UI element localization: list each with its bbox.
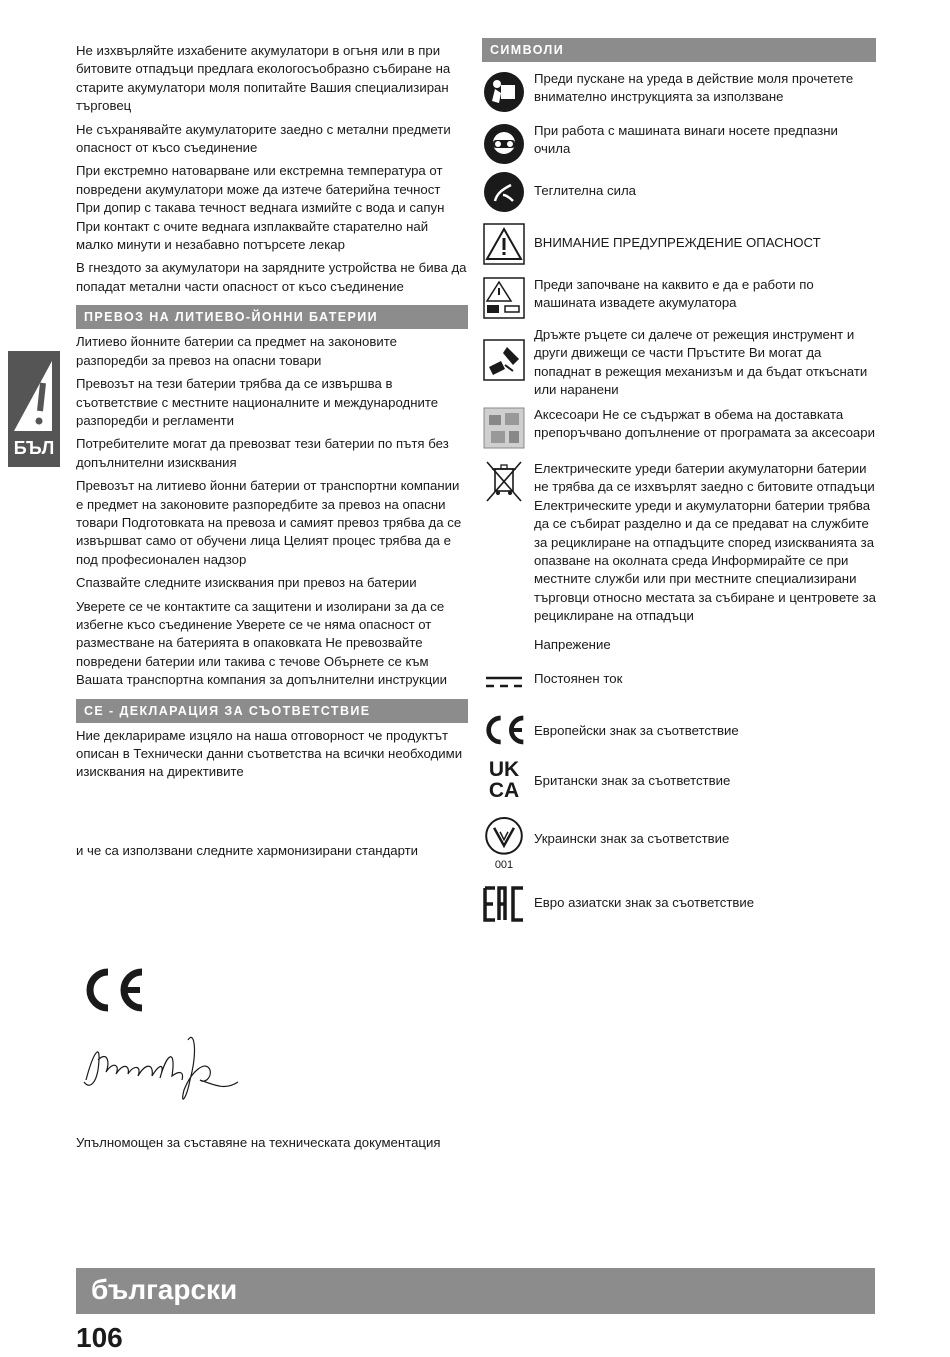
symbol-dc [482,670,876,704]
symbol-warning [482,222,876,272]
ce-declaration-paragraph: Ние декларираме изцяло на наша отговорност че продуктът описан в Технически данни съответства на всички необходими изисквания на директивите [76,727,463,780]
warning-exclamation-icon [12,359,56,433]
transport-paragraph-2: Превозът на тези батерии трябва да се извършва в съответствие с местните националните и международните разпоредби и регламенти [76,376,439,428]
symbol-voltage-text: Напрежение [534,637,611,652]
symbol-ce [482,708,876,752]
symbol-accessories-text: Аксесоари Не се съдържат в обема на доставката препоръчвано допълнение от програмата за аксесоари [534,407,875,441]
battery-storage-paragraph: Не съхранявайте акумулаторите заедно с метални предмети опасност от късо съединение [76,121,451,156]
charger-slot-paragraph: В гнездото за акумулатори на зарядните устройства не бива да попадат метални части опасност от късо съединение [76,260,467,294]
standards-paragraph: и че са използвани следните хармонизирани стандарти [76,842,419,858]
symbols-heading: СИМВОЛИ [482,38,876,62]
transport-paragraph-5: Спазвайте следните изисквания при превоз на батерии [76,575,417,591]
accessories-icon [482,406,526,450]
symbol-remove-battery [482,276,876,326]
symbol-read-text: Преди пускане на уреда в действие моля прочетете внимателно инструкцията за използване [534,71,854,105]
symbol-goggles-text: При работа с машината винаги носете предпазни очила [534,123,838,157]
ua-mark-icon [482,816,526,874]
symbol-warning-text: ВНИМАНИЕ ПРЕДУПРЕЖДЕНИЕ ОПАСНОСТ [534,235,821,250]
symbol-eac [482,882,876,926]
ukca-mark-icon [482,758,526,802]
symbol-goggles [482,122,876,168]
transport-paragraph-1: Литиево йонните батерии са предмет на законовите разпоредби за превоз на опасни товари [76,334,397,368]
ce-declaration-heading: CE - ДЕКЛАРАЦИЯ ЗА СЪОТВЕТСТВИЕ [76,699,468,723]
battery-leak-paragraph: При екстремно натоварване или екстремна температура от повредени акумулатори може да изтече батерийна течност При допир с такава течност веднага измийте с вода и сапун При контакт с очите веднага изплаквайте старателно най малко минути и незабавно потърсете лекар [76,163,445,253]
remove-battery-icon [482,276,526,320]
language-side-tab [8,351,60,467]
transport-heading: ПРЕВОЗ НА ЛИТИЕВО-ЙОННИ БАТЕРИИ [76,305,468,329]
language-tab-label: БЪЛ [13,438,55,458]
page-number: 106 [76,1322,123,1353]
symbol-pull-text: Теглителна сила [534,183,636,198]
ukca-bottom-letters: CA [488,779,520,802]
authorized-person-text: Упълномощен за съставяне на техническата документация [76,1135,441,1150]
voltage-blank [482,636,526,660]
symbol-eac-text: Евро азиатски знак за съответствие [534,895,755,910]
battery-disposal-paragraph: Не изхвърляйте изхабените акумулатори в огъня или в при битовите отпадъци предлага екологосъобразно събиране на старите акумулатори моля попитайте Вашия специализиран търговец [76,43,451,114]
ukca-top-letters: UK [488,758,520,781]
symbol-ce-text: Европейски знак за съответствие [534,723,739,738]
symbol-battery-text: Преди започване на каквито е да е работи по машината извадете акумулатора [534,277,814,311]
symbol-hands [482,326,876,404]
transport-paragraph-6: Уверете се че контактите са защитени и изолирани за да се избегне късо съединение Уверете се че няма опасност от разместване на батерията в опаковката Не превозвайте повредени батерии или такива с течове Обърнете се към Вашата транспортна компания за допълнителни инструкции [76,598,448,688]
symbol-hands-text: Дръжте ръцете си далече от режещия инструмент и други движещи се части Пръстите Ви могат да попаднат в режещия механизъм и да бъдат откъснати или наранени [534,327,868,398]
ce-logo [80,966,146,1019]
symbol-dc-text: Постоянен ток [534,671,623,686]
symbol-ua [482,816,876,876]
left-column [76,42,468,865]
eac-mark-icon [482,882,526,926]
transport-paragraph-3: Потребителите могат да превозват тези батерии по пътя без допълнителни изисквания [76,436,449,470]
symbol-accessories [482,406,876,460]
symbol-read-manual [482,70,876,118]
pull-force-icon [482,170,526,214]
footer-language: български [91,1274,238,1305]
ce-mark-icon [482,708,526,752]
symbol-pull-force [482,170,876,218]
ua-code: 001 [494,858,514,871]
weee-bin-icon [482,460,526,504]
symbol-ua-text: Украински знак за съответствие [534,831,730,846]
symbols-column [482,38,876,926]
symbol-weee-text: Електрическите уреди батерии акумулаторни батерии не трябва да се изхвърлят заедно с битовите отпадъци Електрическите уреди и акумулаторни батерии трябва да се събират разделно и да се предават на службите за рециклиране на отпадъците според изискванията за опазване на околната среда Информирайте се при местните служби или при местните специализирани търговци относно местата за събиране и центровете за рециклиране на отпадъци [534,461,876,624]
hands-blade-icon [482,338,526,382]
warning-triangle-icon [482,222,526,266]
symbol-weee [482,460,876,636]
symbol-ukca-text: Британски знак за съответствие [534,773,731,788]
symbol-ukca [482,758,876,810]
signature [76,1020,246,1115]
symbol-voltage [482,636,876,666]
dc-current-icon [482,670,526,694]
footer-bar [76,1268,875,1314]
transport-paragraph-4: Превозът на литиево йонни батерии от транспортни компании е предмет на законовите разпоредбите за превоз на опасни товари Подготовката на превоза и самият превоз трябва да се извършват само от обучени лица Целият процес трябва да е под професионален надзор [76,478,462,567]
read-manual-icon [482,70,526,114]
goggles-icon [482,122,526,166]
